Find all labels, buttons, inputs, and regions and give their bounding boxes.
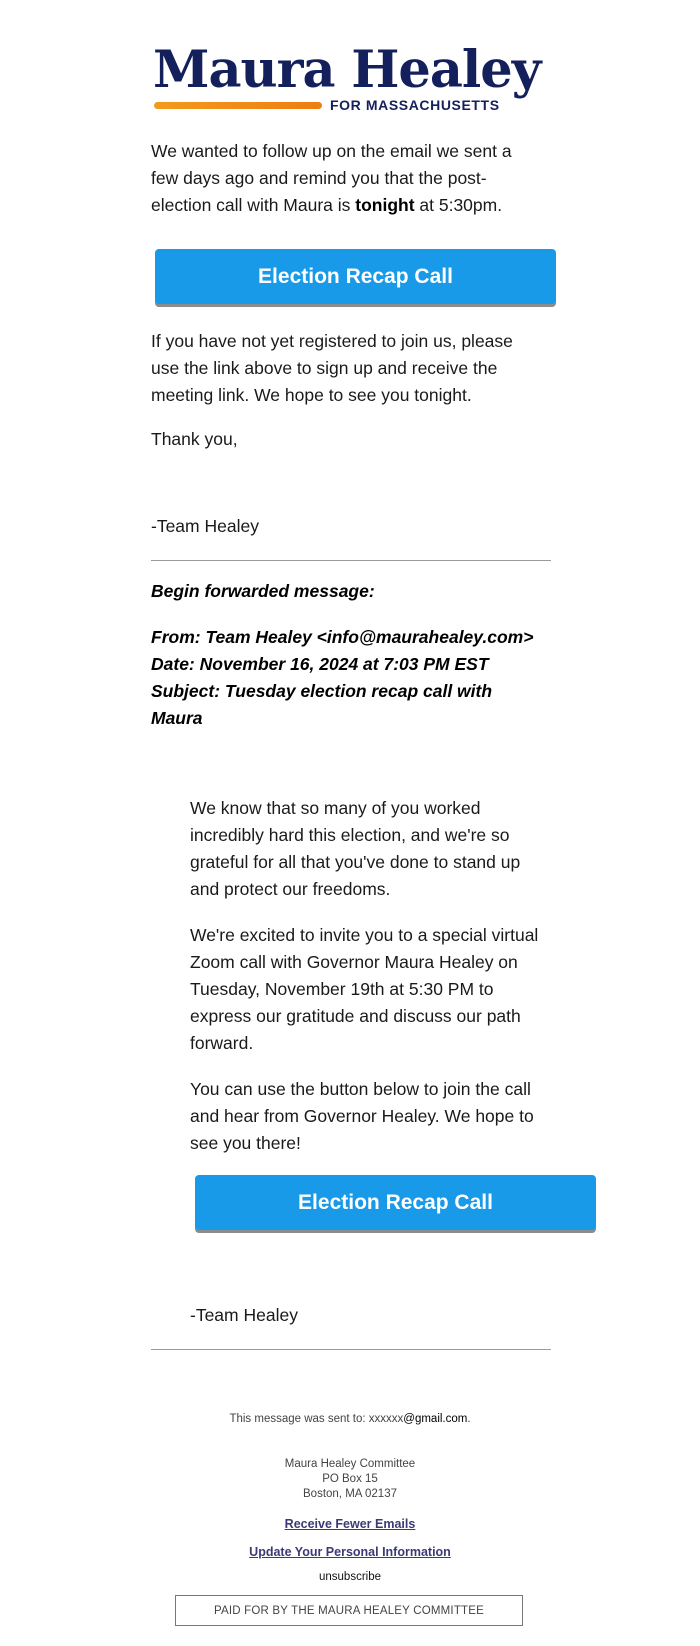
intro-text-end: at 5:30pm. <box>414 195 503 215</box>
forwarded-date: Date: November 16, 2024 at 7:03 PM EST <box>151 654 489 674</box>
receive-fewer-emails-line <box>0 1516 700 1532</box>
election-recap-call-button-quoted[interactable]: Election Recap Call <box>195 1175 596 1230</box>
quoted-signature: -Team Healey <box>190 1305 298 1325</box>
sent-to-line <box>0 1412 700 1427</box>
intro-text-start: We wanted to follow up on the email we sent a few days ago and remind you that the post-election call with Maura is <box>151 141 512 215</box>
paid-for-disclaimer: PAID FOR BY THE MAURA HEALEY COMMITTEE <box>175 1595 523 1626</box>
sent-to-email: @gmail.com <box>403 1413 468 1425</box>
divider-top <box>151 560 551 561</box>
unsubscribe-link[interactable]: unsubscribe <box>318 1571 381 1583</box>
intro-paragraph <box>151 138 541 219</box>
forwarded-from: From: Team Healey <info@maurahealey.com> <box>151 627 534 647</box>
org-city: Boston, MA 02137 <box>303 1488 397 1500</box>
sent-to-end: . <box>467 1413 471 1425</box>
thank-you-text: Thank you, <box>151 429 238 449</box>
quoted-paragraph-1: We know that so many of you worked incredibly hard this election, and we're so grateful for all that you've done to stand up and protect our freedoms. <box>190 798 521 899</box>
register-paragraph: If you have not yet registered to join us, please use the link above to sign up and receive the meeting link. We hope to see you tonight. <box>151 331 513 405</box>
intro-emphasis: tonight <box>355 195 415 215</box>
forwarded-subject: Subject: Tuesday election recap call with Maura <box>151 681 493 728</box>
update-personal-info-link[interactable]: Update Your Personal Information <box>249 1545 451 1559</box>
forwarded-heading: Begin forwarded message: <box>151 581 375 601</box>
campaign-logo <box>153 40 553 116</box>
logo-name: Maura Healey <box>153 40 541 100</box>
logo-underline-bar <box>154 102 322 109</box>
election-recap-call-button[interactable]: Election Recap Call <box>155 249 556 304</box>
receive-fewer-emails-link[interactable]: Receive Fewer Emails <box>284 1517 416 1531</box>
org-po-box: PO Box 15 <box>322 1473 378 1485</box>
divider-bottom <box>151 1349 551 1350</box>
logo-subtitle: FOR MASSACHUSETTS <box>330 97 500 113</box>
org-name: Maura Healey Committee <box>284 1458 416 1470</box>
quoted-paragraph-3: You can use the button below to join the call and hear from Governor Healey. We hope to see you there! <box>190 1079 534 1153</box>
sent-to-label: This message was sent to: xxxxxx <box>229 1413 404 1425</box>
update-info-line <box>0 1544 700 1560</box>
quoted-paragraph-2: We're excited to invite you to a special virtual Zoom call with Governor Maura Healey on Tuesday, November 19th at 5:30 PM to express our gratitude and discuss our path forward. <box>190 925 539 1053</box>
signature: -Team Healey <box>151 516 259 536</box>
